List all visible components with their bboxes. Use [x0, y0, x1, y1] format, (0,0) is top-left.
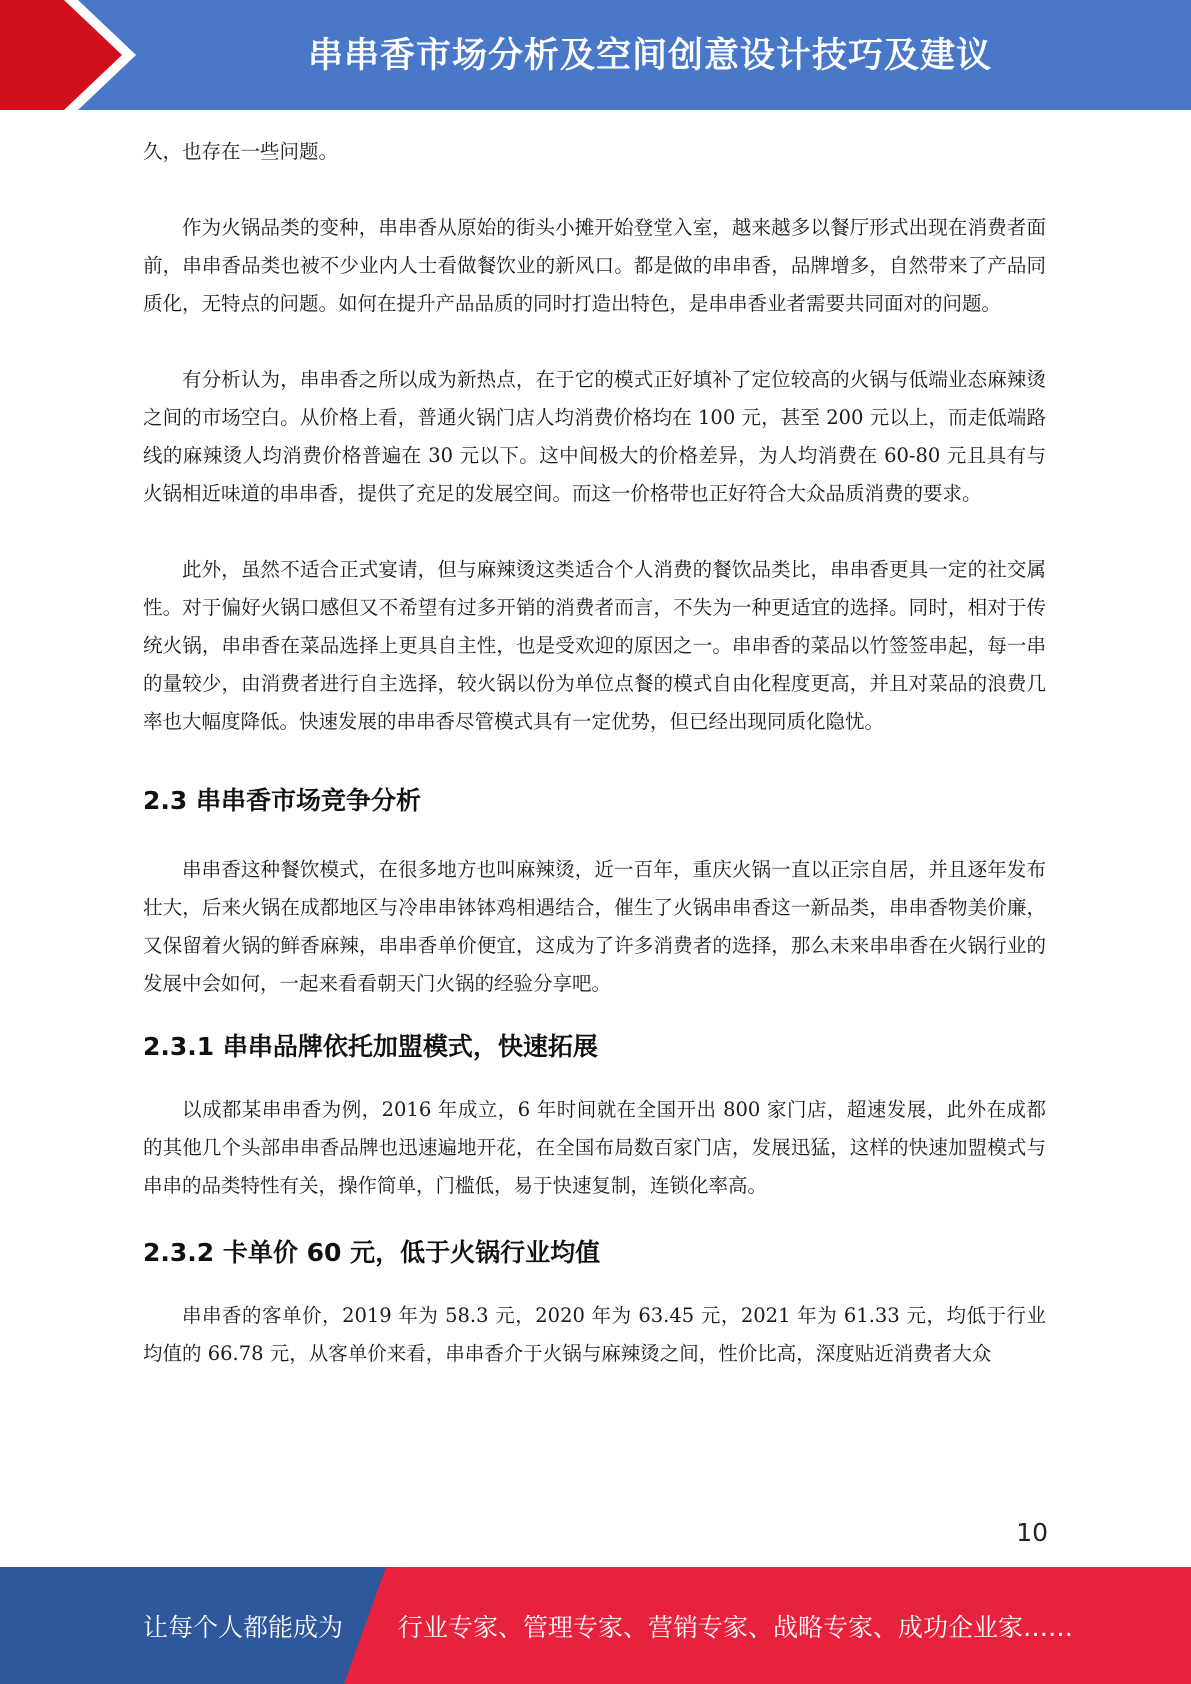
subsection-heading: 2.3.2 卡单价 60 元，低于火锅行业均值 [143, 1238, 601, 1267]
paragraph: 此外，虽然不适合正式宴请，但与麻辣烫这类适合个人消费的餐饮品类比，串串香更具一定的社交属性。对于偏好火锅口感但又不希望有过多开销的消费者而言，不失为一种更适宜的选择。同时，相对于传统火锅，串串香在菜品选择上更具自主性，也是受欢迎的原因之一。串串香的菜品以竹签签串起，每一串的量较少，由消费者进行自主选择，较火锅以份为单位点餐的模式自由化程度更高，并且对菜品的浪费几率也大幅度降低。快速发展的串串香尽管模式具有一定优势，但已经出现同质化隐忧。 [143, 558, 1046, 733]
page-footer [0, 1567, 1191, 1684]
paragraph: 有分析认为，串串香之所以成为新热点，在于它的模式正好填补了定位较高的火锅与低端业态麻辣烫之间的市场空白。从价格上看，普通火锅门店人均消费价格均在 100 元，甚至 200 元以上，而走低端路线的麻辣烫人均消费价格普遍在 30 元以下。这中间极大的价格差异，为人均消费在 60-80 元且具有与火锅相近味道的串串香，提供了充足的发展空间。而这一价格带也正好符合大众品质消费的要求。 [143, 368, 1046, 505]
subsection-heading: 2.3.1 串串品牌依托加盟模式，快速拓展 [143, 1032, 598, 1061]
paragraph: 串串香的客单价，2019 年为 58.3 元，2020 年为 63.45 元，2021 年为 61.33 元，均低于行业均值的 66.78 元，从客单价来看，串串香介于火锅与麻辣烫之间，性价比高，深度贴近消费者大众 [143, 1304, 1046, 1365]
page-title: 串串香市场分析及空间创意设计技巧及建议 [307, 36, 992, 76]
page-number: 10 [1016, 1518, 1048, 1547]
paragraph: 作为火锅品类的变种，串串香从原始的街头小摊开始登堂入室，越来越多以餐厅形式出现在消费者面前，串串香品类也被不少业内人士看做餐饮业的新风口。都是做的串串香，品牌增多，自然带来了产品同质化，无特点的问题。如何在提升产品品质的同时打造出特色，是串串香业者需要共同面对的问题。 [143, 216, 1046, 315]
paragraph: 久，也存在一些问题。 [143, 140, 339, 163]
paragraph: 以成都某串串香为例，2016 年成立，6 年时间就在全国开出 800 家门店，超速发展，此外在成都的其他几个头部串串香品牌也迅速遍地开花，在全国布局数百家门店，发展迅猛，这样的快速加盟模式与串串的品类特性有关，操作简单，门槛低，易于快速复制，连锁化率高。 [143, 1098, 1046, 1197]
section-heading: 2.3 串串香市场竞争分析 [143, 786, 421, 815]
document-body [143, 133, 1046, 1373]
header-red-arrow-icon [0, 0, 150, 110]
footer-slogan-right: 行业专家、管理专家、营销专家、战略专家、成功企业家…… [398, 1612, 1074, 1642]
page-header [0, 0, 1191, 110]
footer-slogan-left: 让每个人都能成为 [143, 1612, 344, 1642]
paragraph: 串串香这种餐饮模式，在很多地方也叫麻辣烫，近一百年，重庆火锅一直以正宗自居，并且逐年发布壮大，后来火锅在成都地区与冷串串钵钵鸡相遇结合，催生了火锅串串香这一新品类，串串香物美价廉，又保留着火锅的鲜香麻辣，串串香单价便宜，这成为了许多消费者的选择，那么未来串串香在火锅行业的发展中会如何，一起来看看朝天门火锅的经验分享吧。 [143, 858, 1046, 995]
